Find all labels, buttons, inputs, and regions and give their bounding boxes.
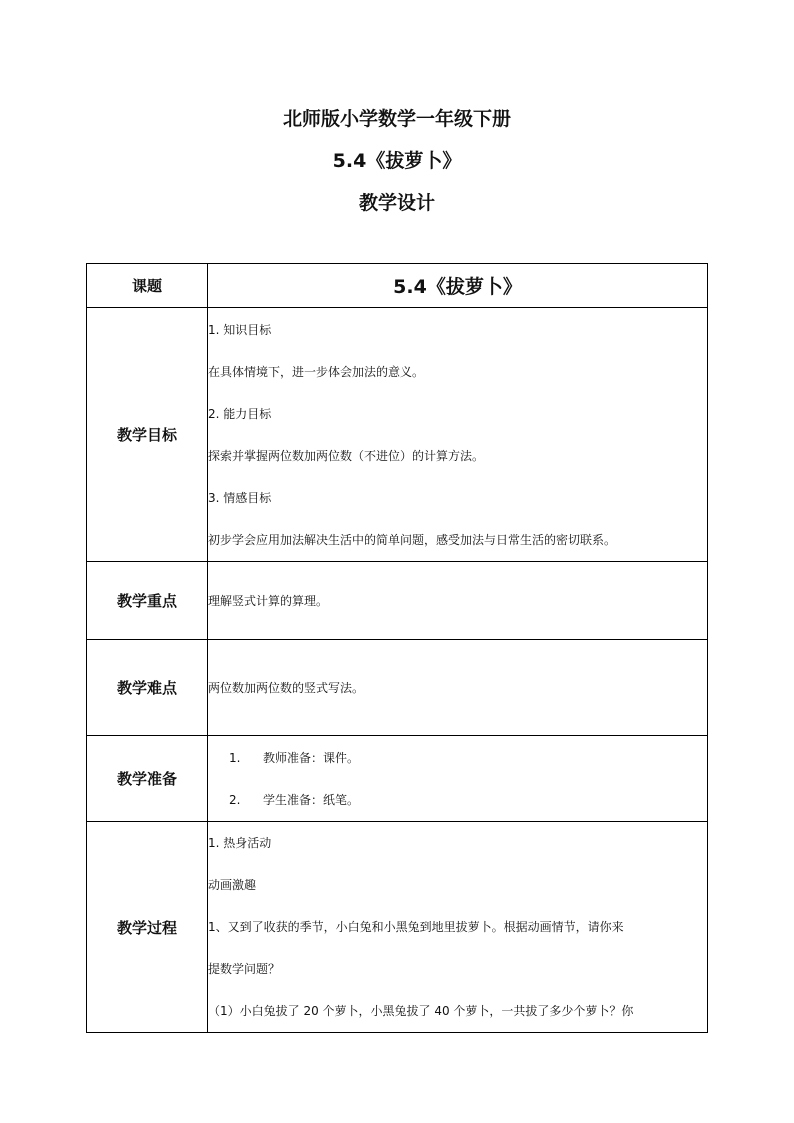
lesson-plan-table bbox=[86, 263, 708, 1033]
goal-line: 3. 情感目标 bbox=[208, 490, 272, 505]
process-line: 1. 热身活动 bbox=[208, 836, 272, 850]
list-text: 教师准备：课件。 bbox=[263, 750, 360, 765]
focus-text: 理解竖式计算的算理。 bbox=[208, 593, 329, 608]
table-row-prep bbox=[87, 736, 708, 822]
prep-cell bbox=[208, 736, 708, 822]
table-row-goals bbox=[87, 308, 708, 562]
table-row-topic bbox=[87, 264, 708, 308]
table-row-difficulty bbox=[87, 640, 708, 736]
list-item bbox=[208, 737, 707, 779]
row-label: 教学过程 bbox=[87, 822, 208, 1033]
process-line: 提数学问题？ bbox=[208, 962, 281, 976]
list-number: 2. bbox=[229, 792, 241, 807]
table-row-focus bbox=[87, 562, 708, 640]
goal-line: 1. 知识目标 bbox=[208, 322, 272, 337]
process-line: 1、又到了收获的季节，小白兔和小黑兔到地里拔萝卜。根据动画情节，请你来 bbox=[208, 920, 624, 934]
lesson-title: 5.4《拔萝卜》 bbox=[332, 150, 462, 172]
process-cell bbox=[208, 822, 708, 1033]
goal-line: 在具体情境下，进一步体会加法的意义。 bbox=[208, 364, 425, 379]
row-label: 教学目标 bbox=[87, 308, 208, 562]
row-label: 课题 bbox=[87, 264, 208, 308]
list-item bbox=[208, 779, 707, 821]
difficulty-cell bbox=[208, 640, 708, 736]
row-label: 教学重点 bbox=[87, 562, 208, 640]
difficulty-text: 两位数加两位数的竖式写法。 bbox=[208, 680, 365, 695]
goal-line: 2. 能力目标 bbox=[208, 406, 272, 421]
document-title: 北师版小学数学一年级下册 bbox=[282, 108, 511, 130]
focus-cell bbox=[208, 562, 708, 640]
row-label: 教学准备 bbox=[87, 736, 208, 822]
list-number: 1. bbox=[229, 750, 241, 765]
topic-value: 5.4《拔萝卜》 bbox=[208, 264, 708, 308]
table-row-process bbox=[87, 822, 708, 1033]
goal-line: 初步学会应用加法解决生活中的简单问题，感受加法与日常生活的密切联系。 bbox=[208, 532, 617, 547]
goals-cell bbox=[208, 308, 708, 562]
process-line: （1）小白兔拔了 20 个萝卜，小黑兔拔了 40 个萝卜，一共拔了多少个萝卜？你 bbox=[208, 1004, 634, 1018]
list-text: 学生准备：纸笔。 bbox=[263, 792, 360, 807]
document-subtitle: 教学设计 bbox=[358, 192, 435, 214]
process-line: 动画激趣 bbox=[208, 878, 257, 892]
goal-line: 探索并掌握两位数加两位数（不进位）的计算方法。 bbox=[208, 448, 485, 463]
row-label: 教学难点 bbox=[87, 640, 208, 736]
